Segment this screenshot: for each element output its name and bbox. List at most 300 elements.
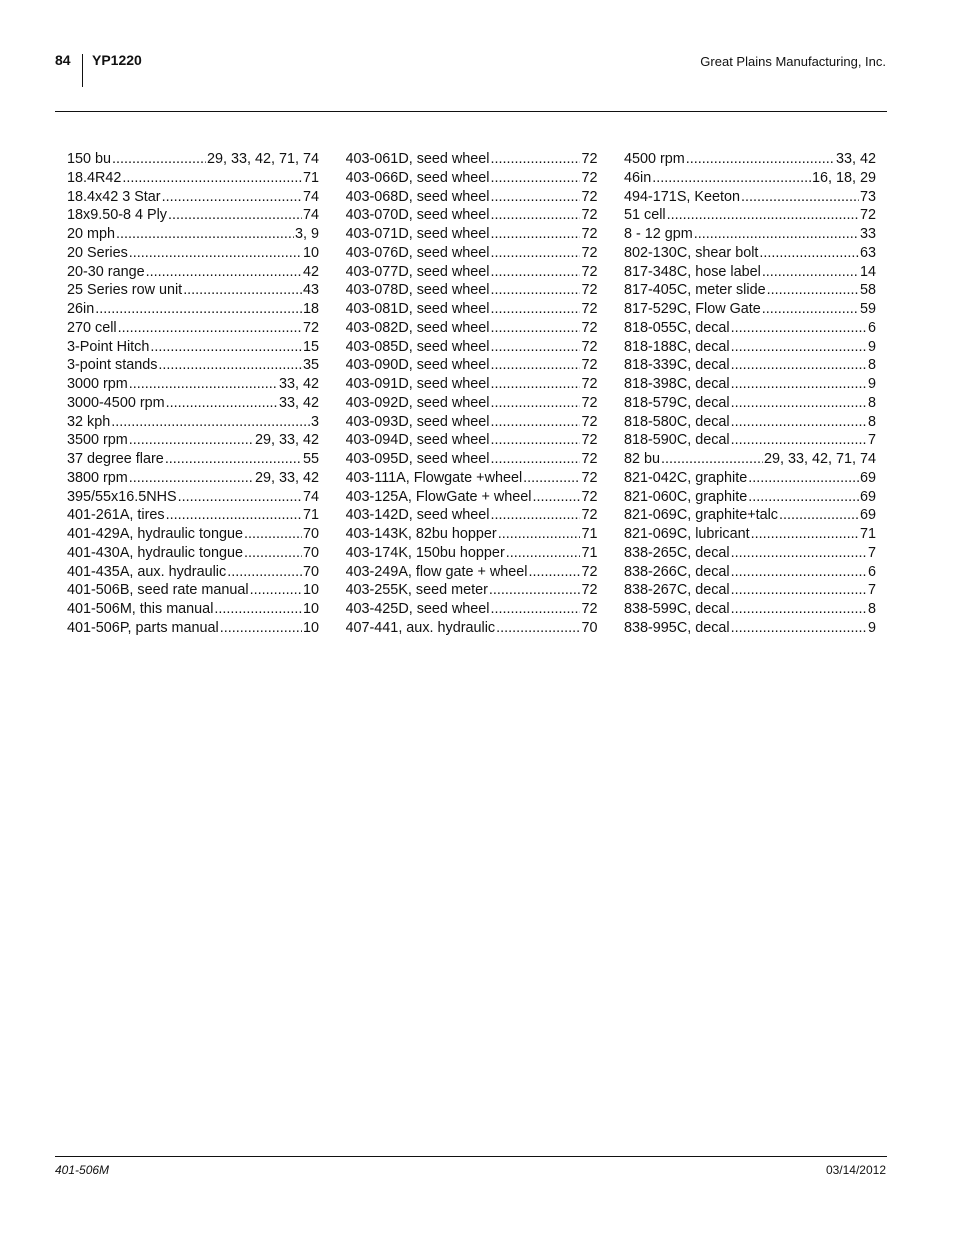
index-entry	[346, 169, 598, 188]
dot-leader	[129, 431, 254, 450]
dot-leader	[116, 225, 294, 244]
index-entry	[67, 619, 319, 638]
index-term: 401-506B, seed rate manual	[67, 582, 249, 599]
index-term: 20 mph	[67, 226, 115, 242]
index-term: 403-125A, FlowGate + wheel	[345, 488, 532, 505]
index-term: 838-265C, decal	[624, 544, 730, 561]
index-entry	[624, 300, 876, 319]
index-entry	[624, 563, 876, 582]
model-name: YP1220	[92, 52, 142, 68]
dot-leader	[491, 281, 581, 300]
index-term: 403-076D, seed wheel	[345, 244, 490, 261]
index-pages: 29, 33, 42, 71, 74	[763, 451, 876, 467]
dot-leader	[227, 563, 302, 582]
index-term: 838-267C, decal	[624, 582, 730, 599]
index-term: 818-590C, decal	[624, 432, 730, 449]
index-term: 37 degree flare	[67, 451, 164, 467]
index-entry	[67, 244, 319, 263]
dot-leader	[491, 450, 581, 469]
index-term: 401-429A, hydraulic tongue	[67, 526, 244, 542]
index-pages: 74	[302, 207, 319, 224]
index-term: 821-069C, lubricant	[624, 526, 750, 542]
index-pages: 72	[581, 151, 598, 167]
index-term: 817-529C, Flow Gate	[624, 301, 761, 317]
dot-leader	[491, 375, 581, 394]
index-term: 82 bu	[624, 451, 661, 467]
index-pages: 3	[310, 413, 319, 430]
index-entry	[624, 356, 876, 375]
dot-leader	[491, 506, 581, 525]
index-entry	[624, 263, 876, 282]
index-term: 20 Series	[67, 244, 128, 261]
index-entry	[624, 225, 876, 244]
index-entry	[67, 375, 319, 394]
dot-leader	[168, 206, 302, 225]
dot-leader	[523, 469, 580, 488]
index-pages: 33, 42	[278, 394, 319, 411]
index-entry	[624, 488, 876, 507]
index-entry	[624, 169, 876, 188]
index-entry	[624, 450, 876, 469]
index-pages: 69	[859, 507, 876, 524]
index-entry	[67, 206, 319, 225]
dot-leader	[751, 525, 859, 544]
index-pages: 33, 42	[835, 151, 876, 167]
index-pages: 70	[302, 526, 319, 542]
index-pages: 10	[302, 582, 319, 599]
dot-leader	[166, 394, 278, 413]
index-term: 32 kph	[67, 413, 111, 430]
index-term: 838-266C, decal	[624, 563, 730, 580]
index-pages: 72	[581, 188, 598, 205]
index-pages: 18	[302, 301, 319, 317]
index-term: 838-995C, decal	[624, 619, 730, 636]
index-term: 401-435A, aux. hydraulic	[67, 563, 227, 580]
index-entry	[624, 544, 876, 563]
index-entry	[67, 169, 319, 188]
index-term: 818-579C, decal	[624, 394, 730, 411]
index-entry	[346, 300, 598, 319]
dot-leader	[686, 150, 835, 169]
dot-leader	[498, 525, 581, 544]
index-term: 818-055C, decal	[624, 319, 730, 336]
dot-leader	[150, 338, 302, 357]
index-pages: 14	[859, 263, 876, 280]
dot-leader	[129, 244, 302, 263]
dot-leader	[741, 188, 859, 207]
index-entry	[624, 150, 876, 169]
dot-leader	[731, 375, 867, 394]
index-pages: 72	[581, 357, 598, 374]
dot-leader	[244, 525, 302, 544]
index-term: 818-188C, decal	[624, 338, 730, 355]
index-term: 270 cell	[67, 319, 117, 336]
index-term: 26in	[67, 301, 95, 317]
dot-leader	[183, 281, 302, 300]
index-entry	[346, 206, 598, 225]
index-pages: 7	[867, 582, 876, 599]
index-pages: 8	[867, 357, 876, 374]
dot-leader	[95, 300, 302, 319]
index-entry	[624, 319, 876, 338]
index-entry	[346, 263, 598, 282]
index-pages: 29, 33, 42, 71, 74	[206, 151, 319, 167]
index-pages: 72	[581, 169, 598, 186]
index-entry	[624, 188, 876, 207]
index-entry	[346, 319, 598, 338]
index-term: 403-066D, seed wheel	[345, 169, 490, 186]
index-term: 403-249A, flow gate + wheel	[345, 563, 528, 580]
dot-leader	[178, 488, 302, 507]
index-pages: 72	[581, 319, 598, 336]
dot-leader	[694, 225, 859, 244]
index-pages: 3, 9	[294, 226, 319, 242]
index-entry	[624, 413, 876, 432]
dot-leader	[220, 619, 302, 638]
index-pages: 7	[867, 544, 876, 561]
index-pages: 72	[581, 338, 598, 355]
index-entry	[67, 563, 319, 582]
index-pages: 72	[581, 394, 598, 411]
index-entry	[346, 394, 598, 413]
index-pages: 70	[302, 563, 319, 580]
index-term: 818-339C, decal	[624, 357, 730, 374]
document-number: 401-506M	[55, 1163, 110, 1177]
index-pages: 8	[867, 601, 876, 617]
index-entry	[624, 281, 876, 300]
index-pages: 72	[581, 282, 598, 299]
dot-leader	[731, 338, 867, 357]
index-term: 395/55x16.5NHS	[67, 488, 177, 505]
dot-leader	[731, 619, 867, 638]
dot-leader	[489, 581, 581, 600]
index-pages: 35	[302, 357, 319, 374]
dot-leader	[250, 581, 302, 600]
dot-leader	[731, 431, 867, 450]
index-term: 407-441, aux. hydraulic	[345, 619, 496, 636]
dot-leader	[491, 206, 581, 225]
index-pages: 72	[581, 301, 598, 317]
index-pages: 9	[867, 338, 876, 355]
index-pages: 71	[302, 507, 319, 524]
index-entry	[624, 581, 876, 600]
index-term: 401-506P, parts manual	[67, 619, 219, 636]
dot-leader	[129, 469, 254, 488]
dot-leader	[767, 281, 859, 300]
index-entry	[346, 488, 598, 507]
index-pages: 42	[302, 263, 319, 280]
index-term: 8 - 12 gpm	[624, 226, 693, 242]
header-rule	[55, 111, 887, 112]
index-term: 18.4R42	[67, 169, 122, 186]
dot-leader	[731, 600, 867, 619]
dot-leader	[491, 356, 581, 375]
index-entry	[67, 263, 319, 282]
index-term: 401-261A, tires	[67, 507, 165, 524]
index-pages: 9	[867, 376, 876, 392]
index-pages: 29, 33, 42	[254, 469, 319, 486]
index-term: 403-425D, seed wheel	[345, 601, 490, 617]
dot-leader	[731, 319, 867, 338]
index-entry	[346, 375, 598, 394]
dot-leader	[491, 263, 581, 282]
index-term: 403-111A, Flowgate +wheel	[345, 469, 523, 486]
index-pages: 72	[581, 507, 598, 524]
index-pages: 69	[859, 488, 876, 505]
index-pages: 74	[302, 188, 319, 205]
index-entry	[346, 544, 598, 563]
index-column-3	[624, 150, 876, 638]
index-term: 4500 rpm	[624, 151, 685, 167]
publication-date: 03/14/2012	[825, 1163, 886, 1177]
index-term: 25 Series row unit	[67, 282, 183, 299]
index-term: 403-091D, seed wheel	[345, 376, 490, 392]
index-pages: 72	[581, 469, 598, 486]
dot-leader	[244, 544, 302, 563]
dot-leader	[112, 150, 206, 169]
index-term: 3-point stands	[67, 357, 158, 374]
dot-leader	[491, 150, 581, 169]
dot-leader	[759, 244, 859, 263]
index-entry	[346, 600, 598, 619]
index-entry	[624, 431, 876, 450]
index-term: 403-061D, seed wheel	[345, 151, 490, 167]
index-pages: 72	[581, 244, 598, 261]
dot-leader	[214, 600, 302, 619]
index-pages: 72	[302, 319, 319, 336]
index-entry	[624, 244, 876, 263]
index-pages: 6	[867, 563, 876, 580]
index-pages: 69	[859, 469, 876, 486]
dot-leader	[529, 563, 581, 582]
dot-leader	[779, 506, 859, 525]
dot-leader	[166, 506, 302, 525]
dot-leader	[762, 263, 859, 282]
index-pages: 70	[581, 619, 598, 636]
dot-leader	[491, 244, 581, 263]
index-pages: 72	[859, 207, 876, 224]
index-entry	[67, 319, 319, 338]
dot-leader	[731, 544, 867, 563]
dot-leader	[762, 300, 859, 319]
index-entry	[346, 450, 598, 469]
index-term: 18.4x42 3 Star	[67, 188, 161, 205]
dot-leader	[667, 206, 859, 225]
dot-leader	[731, 394, 867, 413]
index-entry	[67, 600, 319, 619]
dot-leader	[496, 619, 580, 638]
index-entry	[624, 600, 876, 619]
dot-leader	[506, 544, 581, 563]
index-term: 403-174K, 150bu hopper	[345, 544, 505, 561]
index-term: 403-077D, seed wheel	[345, 263, 490, 280]
index-pages: 73	[859, 188, 876, 205]
index-pages: 72	[581, 582, 598, 599]
index-pages: 72	[581, 207, 598, 224]
index-pages: 71	[859, 526, 876, 542]
dot-leader	[491, 319, 581, 338]
index-term: 403-071D, seed wheel	[345, 226, 490, 242]
index-term: 403-085D, seed wheel	[345, 338, 490, 355]
index-term: 403-081D, seed wheel	[345, 301, 490, 317]
index-entry	[67, 413, 319, 432]
index-entry	[624, 619, 876, 638]
index-entry	[346, 469, 598, 488]
index-entry	[624, 338, 876, 357]
index-pages: 72	[581, 263, 598, 280]
index-term: 403-092D, seed wheel	[345, 394, 490, 411]
index-entry	[346, 188, 598, 207]
dot-leader	[731, 563, 867, 582]
index-entry	[624, 394, 876, 413]
index-term: 403-078D, seed wheel	[345, 282, 490, 299]
index-pages: 33, 42	[278, 376, 319, 392]
dot-leader	[491, 225, 581, 244]
index-entry	[346, 338, 598, 357]
index-pages: 9	[867, 619, 876, 636]
index-pages: 72	[581, 226, 598, 242]
index-pages: 71	[581, 526, 598, 542]
index-pages: 29, 33, 42	[254, 432, 319, 449]
dot-leader	[491, 300, 581, 319]
dot-leader	[491, 600, 581, 619]
index-term: 403-090D, seed wheel	[345, 357, 490, 374]
dot-leader	[748, 469, 859, 488]
index-term: 3800 rpm	[67, 469, 128, 486]
index-entry	[624, 506, 876, 525]
dot-leader	[491, 188, 581, 207]
index-pages: 72	[581, 376, 598, 392]
header-divider	[82, 54, 83, 87]
index-entry	[346, 619, 598, 638]
index-term: 51 cell	[624, 207, 666, 224]
index-term: 3000-4500 rpm	[67, 394, 165, 411]
dot-leader	[491, 394, 581, 413]
index-pages: 43	[302, 282, 319, 299]
index-entry	[624, 469, 876, 488]
index-pages: 33	[859, 226, 876, 242]
dot-leader	[652, 169, 811, 188]
index-term: 817-405C, meter slide	[624, 282, 766, 299]
index-term: 3-Point Hitch	[67, 338, 150, 355]
index-term: 3500 rpm	[67, 432, 128, 449]
index-entry	[67, 544, 319, 563]
index-entry	[346, 525, 598, 544]
index-entry	[67, 431, 319, 450]
dot-leader	[111, 413, 310, 432]
index-pages: 10	[302, 244, 319, 261]
dot-leader	[661, 450, 763, 469]
index-term: 18x9.50-8 4 Ply	[67, 207, 167, 224]
index-entry	[67, 356, 319, 375]
index-entry	[67, 150, 319, 169]
index-column-1	[67, 150, 319, 638]
index-pages: 58	[859, 282, 876, 299]
index-pages: 70	[302, 544, 319, 561]
dot-leader	[491, 169, 581, 188]
index-entry	[346, 356, 598, 375]
index-entry	[346, 281, 598, 300]
dot-leader	[491, 413, 581, 432]
index-pages: 8	[867, 394, 876, 411]
index-term: 494-171S, Keeton	[624, 188, 741, 205]
index-term: 818-398C, decal	[624, 376, 730, 392]
index-entry	[346, 581, 598, 600]
dot-leader	[118, 319, 302, 338]
index-pages: 8	[867, 413, 876, 430]
index-entry	[67, 338, 319, 357]
index-term: 403-082D, seed wheel	[345, 319, 490, 336]
index-term: 403-070D, seed wheel	[345, 207, 490, 224]
index-pages: 15	[302, 338, 319, 355]
index-pages: 74	[302, 488, 319, 505]
dot-leader	[731, 356, 867, 375]
index-entry	[67, 225, 319, 244]
index-entry	[67, 394, 319, 413]
index-pages: 63	[859, 244, 876, 261]
index-entry	[346, 225, 598, 244]
index-entry	[67, 525, 319, 544]
index-term: 20-30 range	[67, 263, 145, 280]
dot-leader	[731, 581, 867, 600]
page-number: 84	[55, 52, 71, 68]
index-pages: 55	[302, 451, 319, 467]
index-pages: 10	[302, 601, 319, 617]
index-term: 838-599C, decal	[624, 601, 730, 617]
index-term: 46in	[624, 169, 652, 186]
index-entry	[67, 188, 319, 207]
index-pages: 72	[581, 563, 598, 580]
index-pages: 72	[581, 432, 598, 449]
index-term: 401-506M, this manual	[67, 601, 214, 617]
index-term: 403-143K, 82bu hopper	[345, 526, 497, 542]
index-entry	[346, 244, 598, 263]
index-entry	[346, 150, 598, 169]
index-term: 818-580C, decal	[624, 413, 730, 430]
dot-leader	[158, 356, 302, 375]
index-term: 403-142D, seed wheel	[345, 507, 490, 524]
index-term: 150 bu	[67, 151, 112, 167]
index-entry	[67, 488, 319, 507]
index-term: 821-042C, graphite	[624, 469, 748, 486]
index-pages: 16, 18, 29	[811, 169, 876, 186]
index-term: 403-093D, seed wheel	[345, 413, 490, 430]
index-entry	[67, 300, 319, 319]
index-column-2	[346, 150, 598, 638]
index-pages: 72	[581, 451, 598, 467]
index-entry	[67, 281, 319, 300]
dot-leader	[122, 169, 302, 188]
index-term: 401-430A, hydraulic tongue	[67, 544, 244, 561]
dot-leader	[146, 263, 302, 282]
index-pages: 71	[302, 169, 319, 186]
dot-leader	[533, 488, 581, 507]
index-entry	[624, 525, 876, 544]
index-term: 817-348C, hose label	[624, 263, 761, 280]
index-entry	[624, 206, 876, 225]
index-entry	[67, 506, 319, 525]
index-pages: 59	[859, 301, 876, 317]
index-term: 821-060C, graphite	[624, 488, 748, 505]
index-term: 403-095D, seed wheel	[345, 451, 490, 467]
company-name: Great Plains Manufacturing, Inc.	[700, 54, 886, 69]
index-pages: 72	[581, 413, 598, 430]
index-term: 802-130C, shear bolt	[624, 244, 759, 261]
index-columns	[67, 150, 876, 638]
index-pages: 10	[302, 619, 319, 636]
footer-rule	[55, 1156, 887, 1157]
index-entry	[67, 450, 319, 469]
